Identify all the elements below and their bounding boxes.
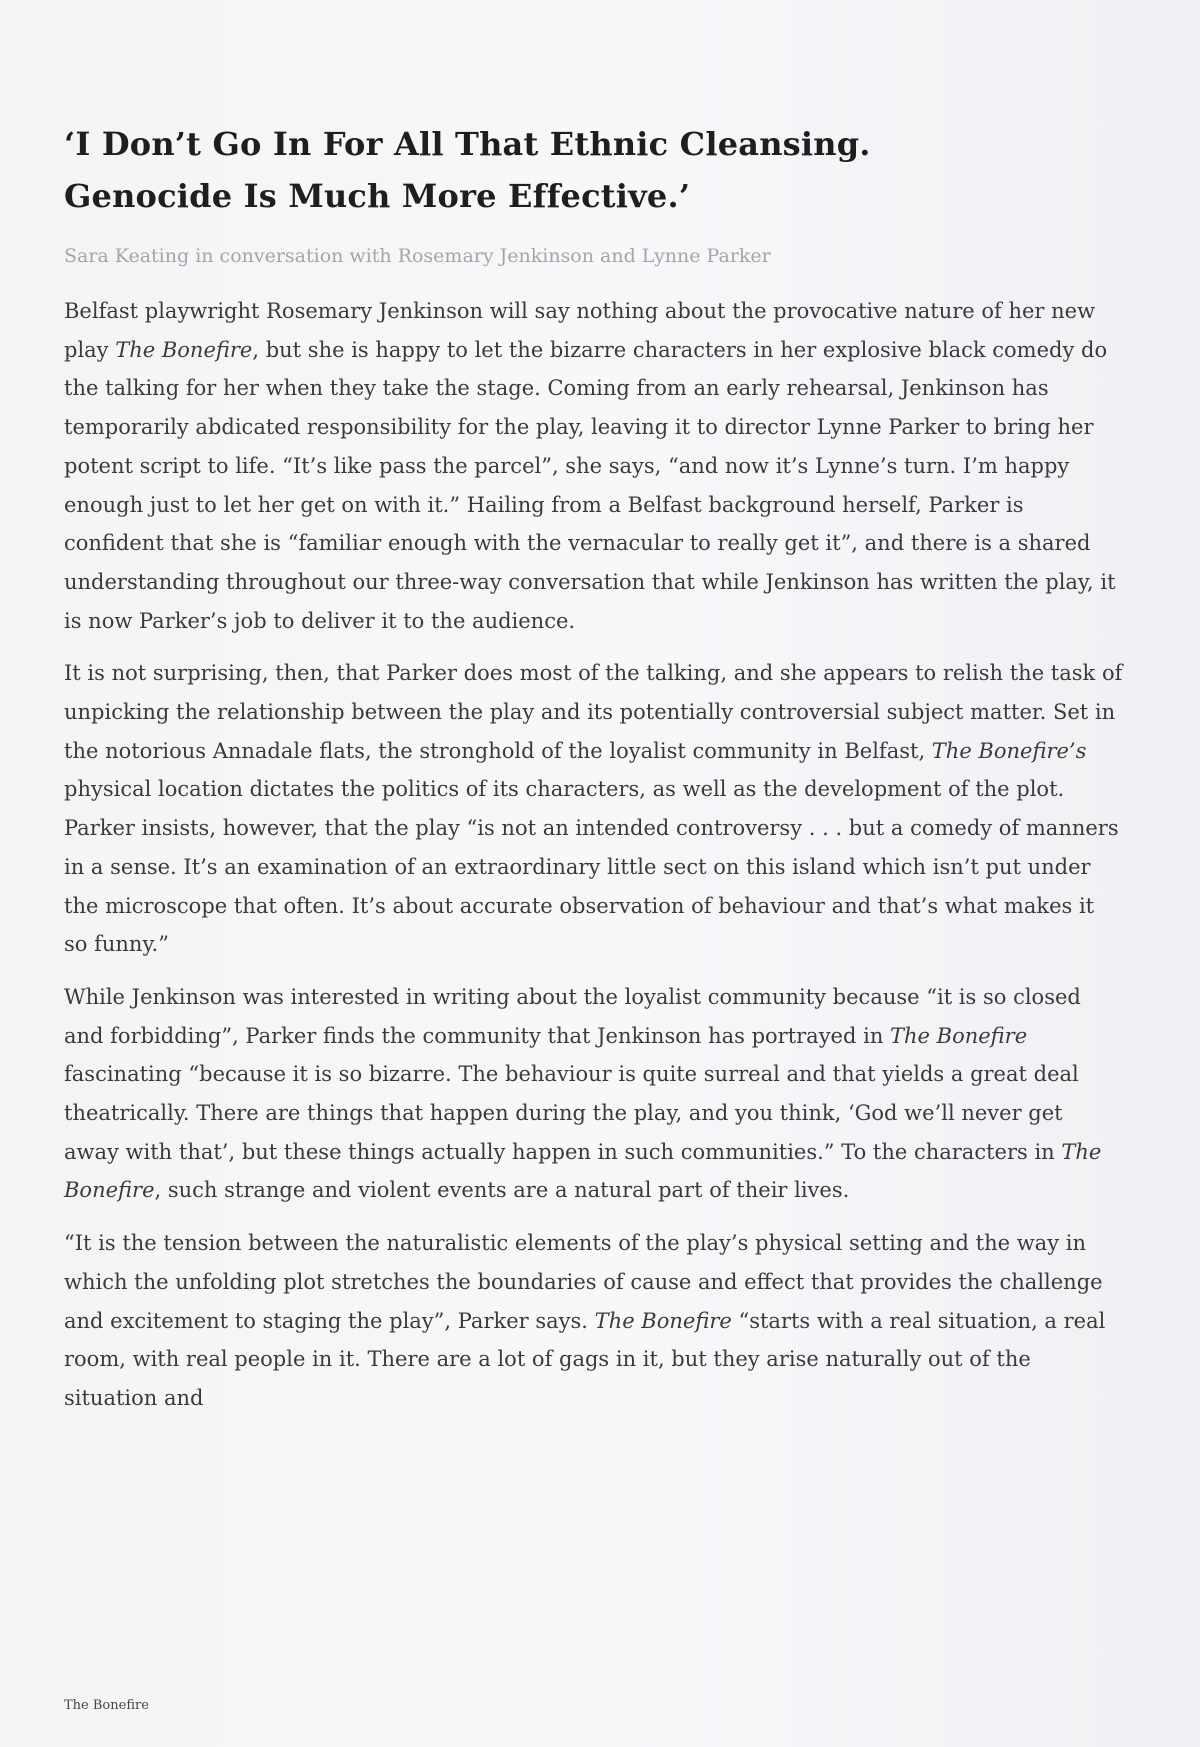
paragraph-1 [64,292,1124,640]
paragraph-3 [64,978,1124,1210]
article-byline: Sara Keating in conversation with Rosemary Jenkinson and Lynne Parker [64,245,771,267]
article-title-line-1: ‘I Don’t Go In For All That Ethnic Cleansing. [64,125,871,163]
play-title-italic: The Bonefire [115,337,253,362]
paragraph-2-text-a: It is not surprising, then, that Parker does most of the talking, and she appears to relish the task of unpicking the relationship between the play and its potentially controversial subject matter. Set in the notorious Annadale flats, the stronghold of the loyalist community in Belfast, [64,661,1123,763]
article [64,118,1124,1432]
paragraph-1-text-b: , but she is happy to let the bizarre characters in her explosive black comedy do the talking for her when they take the stage. Coming from an early rehearsal, Jenkinson has temporarily abdicated responsibility for the play, leaving it to director Lynne Parker to bring her potent script to life. “It’s like pass the parcel”, she says, “and now it’s Lynne’s turn. I’m happy enough just to let her get on with it.” Hailing from a Belfast background herself, Parker is confident that she is “familiar enough with the vernacular to really get it”, and there is a shared understanding throughout our three-way conversation that while Jenkinson has written the play, it is now Parker’s job to deliver it to the audience. [64,337,1116,633]
play-title-italic: The Bonefire [890,1023,1028,1048]
paragraph-3-text-c: , such strange and violent events are a natural part of their lives. [154,1178,850,1203]
paragraph-4 [64,1224,1124,1418]
article-title-line-2: Genocide Is Much More Effective.’ [64,177,691,215]
play-title-italic: The Bonefire [64,1139,1102,1203]
paragraph-4-text-b: “starts with a real situation, a real room, with real people in it. There are a lot of gags in it, but they arise naturally out of the situation and [64,1308,1106,1410]
paragraph-2-text-b: physical location dictates the politics of its characters, as well as the development of the plot. Parker insists, however, that the play “is not an intended controversy . . . but a comedy of manners in a sense. It’s an examination of an extraordinary little sect on this island which isn’t put under the microscope that often. It’s about accurate observation of behaviour and that’s what makes it so funny.” [64,777,1119,957]
paragraph-4-text-a: “It is the tension between the naturalistic elements of the play’s physical setting and the way in which the unfolding plot stretches the boundaries of cause and effect that provides the challenge and excitement to staging the play”, Parker says. [64,1231,1103,1333]
article-body [64,292,1124,1418]
paragraph-3-text-b: fascinating “because it is so bizarre. The behaviour is quite surreal and that yields a great deal theatrically. There are things that happen during the play, and you think, ‘God we’ll never get away with that’, but these things actually happen in such communities.” To the characters in [64,1062,1079,1164]
play-title-italic: The Bonefire [594,1308,732,1333]
running-footer: The Bonefire [64,1698,149,1713]
paragraph-2 [64,654,1124,964]
article-title [64,118,1124,222]
paragraph-3-text-a: While Jenkinson was interested in writing about the loyalist community because “it is so closed and forbidding”, Parker finds the community that Jenkinson has portrayed in [64,984,1081,1048]
paragraph-1-text-a: Belfast playwright Rosemary Jenkinson will say nothing about the provocative nature of her new play [64,299,1096,362]
play-title-possessive-italic: The Bonefire’s [931,738,1087,763]
